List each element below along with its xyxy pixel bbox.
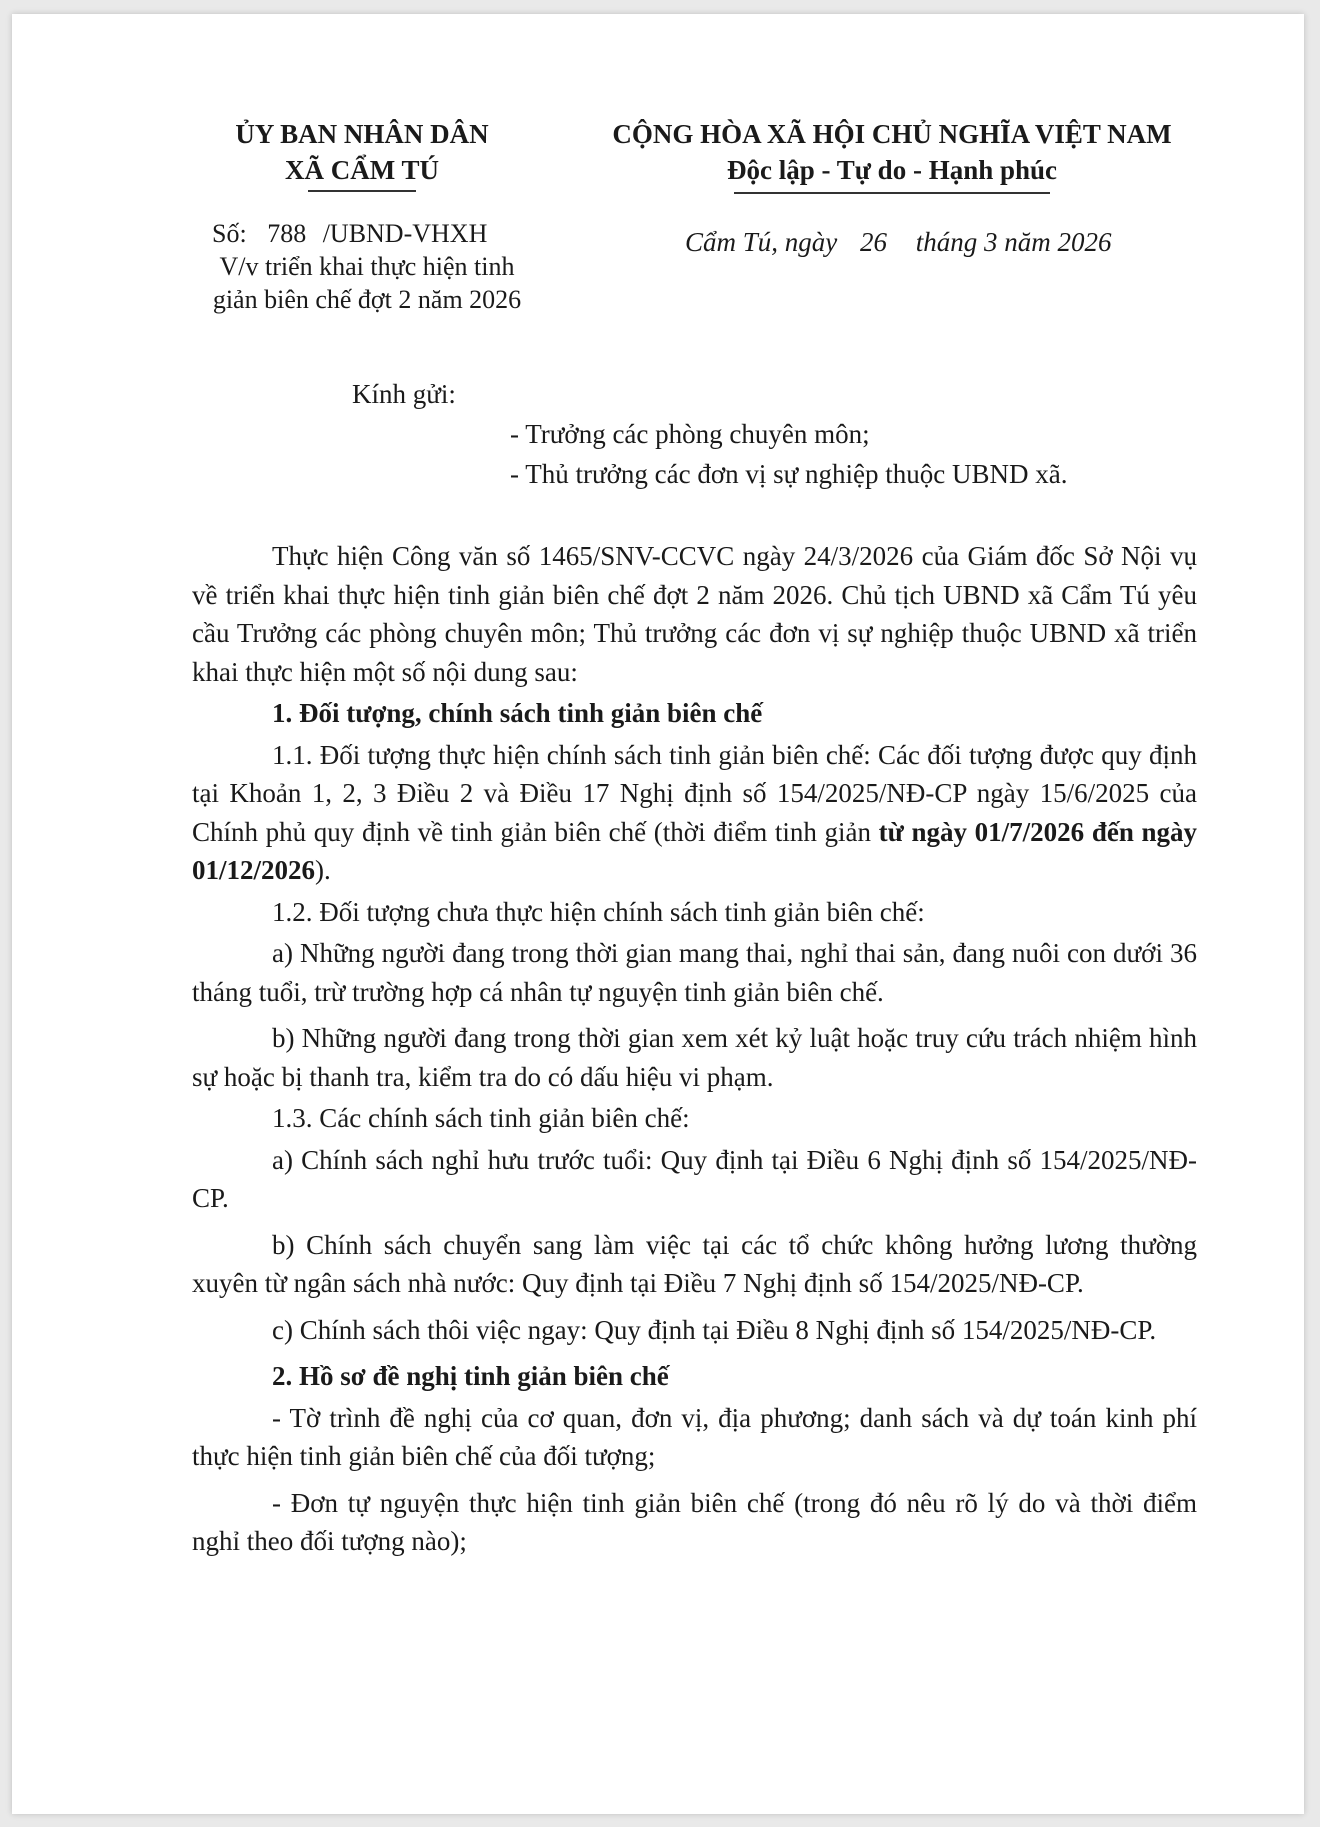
section-1-3-heading: 1.3. Các chính sách tinh giản biên chế: — [272, 1103, 690, 1133]
document-number-suffix: /UBND-VHXH — [322, 219, 488, 248]
s1-1-text: 1.1. Đối tượng thực hiện chính sách tinh giản biên chế: Các đối tượng được quy định tại Khoản 1, 2, 3 Điều 2 và Điều 17 Nghị định số 154/2025/NĐ-CP ngày 15/6/2025 của Chính phủ quy định về tinh giản biên chế (thời điểm tinh giản — [192, 739, 1197, 847]
issuer-agency: ỦY BAN NHÂN DÂN — [235, 119, 489, 149]
document-number-value: 788 — [267, 219, 307, 248]
document-number-label: Số: — [212, 219, 247, 248]
document-number — [212, 219, 487, 249]
recipients-label: Kính gửi: — [352, 379, 456, 409]
recipient-item: - Trưởng các phòng chuyên môn; — [510, 419, 870, 449]
section-2-heading: 2. Hồ sơ đề nghị tinh giản biên chế — [272, 1361, 669, 1391]
section-1-3-a: a) Chính sách nghỉ hưu trước tuổi: Quy định tại Điều 6 Nghị định số 154/2025/NĐ-CP. — [192, 1144, 1197, 1213]
section-1-2-a: a) Những người đang trong thời gian mang thai, nghỉ thai sản, đang nuôi con dưới 36 tháng tuổi, trừ trường hợp cá nhân tự nguyện tinh giản biên chế. — [192, 938, 1197, 1007]
intro-paragraph: Thực hiện Công văn số 1465/SNV-CCVC ngày 24/3/2026 của Giám đốc Sở Nội vụ về triển khai thực hiện tinh giản biên chế đợt 2 năm 2026. Chủ tịch UBND xã Cẩm Tú yêu cầu Trưởng các phòng chuyên môn; Thủ trưởng các đơn vị sự nghiệp thuộc UBND xã triển khai thực hiện một số nội dung sau: — [192, 541, 1197, 687]
issuer-unit: XÃ CẨM TÚ — [285, 155, 439, 185]
s1-1-period: từ ngày 01/7/2026 đến ngày 01/12/2026 — [192, 816, 1198, 885]
date-year: 2026 — [1057, 227, 1112, 257]
national-motto: Độc lập - Tự do - Hạnh phúc — [726, 155, 1058, 185]
section-1-1-paragraph — [192, 736, 1197, 890]
section-2-item: - Đơn tự nguyện thực hiện tinh giản biên chế (trong đó nêu rõ lý do và thời điểm nghỉ theo đối tượng nào); — [192, 1487, 1197, 1556]
date-day: 26 — [860, 227, 888, 257]
national-title: CỘNG HÒA XÃ HỘI CHỦ NGHĨA VIỆT NAM — [612, 119, 1172, 149]
place-date — [685, 227, 1112, 258]
document-subject-line1: V/v triển khai thực hiện tinh — [219, 252, 515, 281]
date-month: 3 — [984, 227, 998, 257]
date-month-prefix: tháng — [915, 227, 978, 257]
section-1-heading: 1. Đối tượng, chính sách tinh giản biên chế — [272, 698, 763, 728]
motto-underline — [734, 192, 1050, 194]
issuer-underline — [308, 190, 416, 192]
section-1-3-c: c) Chính sách thôi việc ngay: Quy định tại Điều 8 Nghị định số 154/2025/NĐ-CP. — [272, 1314, 1157, 1345]
recipient-item: - Thủ trưởng các đơn vị sự nghiệp thuộc UBND xã. — [510, 459, 1068, 489]
section-2-item: - Tờ trình đề nghị của cơ quan, đơn vị, địa phương; danh sách và dự toán kinh phí thực hiện tinh giản biên chế của đối tượng; — [192, 1402, 1197, 1471]
s1-1-end: ). — [315, 855, 331, 885]
place-date-prefix: Cẩm Tú, ngày — [685, 227, 838, 257]
section-1-2-b: b) Những người đang trong thời gian xem xét kỷ luật hoặc truy cứu trách nhiệm hình sự hoặc bị thanh tra, kiểm tra do có dấu hiệu vi phạm. — [192, 1023, 1197, 1092]
section-1-2-heading: 1.2. Đối tượng chưa thực hiện chính sách tinh giản biên chế: — [272, 896, 925, 927]
document-page — [12, 14, 1304, 1814]
document-subject-line2: giản biên chế đợt 2 năm 2026 — [212, 285, 522, 314]
date-year-prefix: năm — [1004, 227, 1051, 257]
document-body — [192, 537, 1197, 1561]
section-1-3-b: b) Chính sách chuyển sang làm việc tại các tổ chức không hưởng lương thường xuyên từ ngân sách nhà nước: Quy định tại Điều 7 Nghị định số 154/2025/NĐ-CP. — [192, 1229, 1197, 1298]
